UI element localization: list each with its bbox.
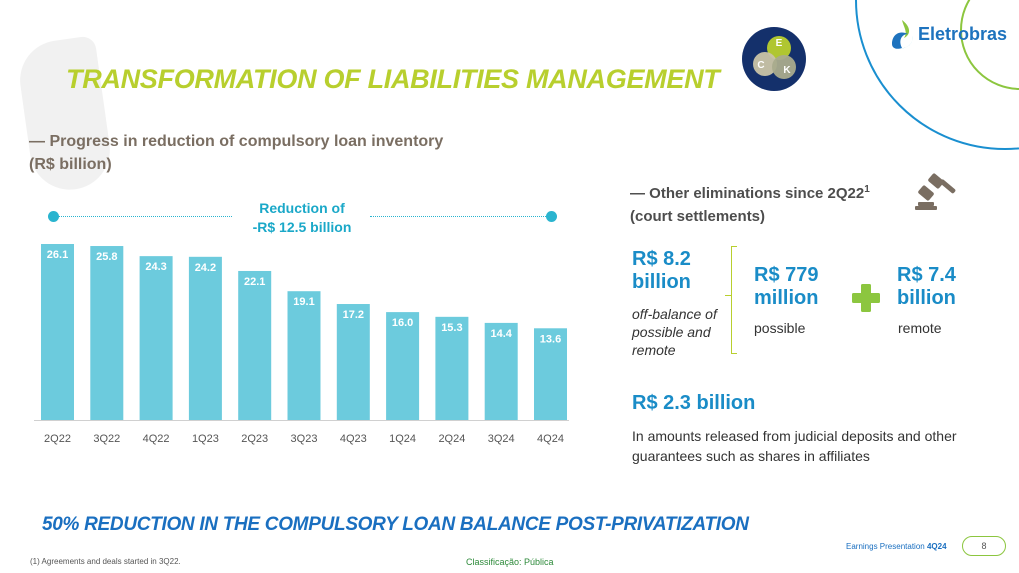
x-tick-2Q22: 2Q22 — [44, 433, 71, 445]
data-label-4Q24: 13.6 — [539, 333, 562, 346]
data-label-3Q23: 19.1 — [293, 296, 315, 309]
footer-presentation-text: Earnings Presentation — [846, 542, 925, 551]
data-label-2Q24: 15.3 — [441, 321, 463, 334]
data-label-1Q23: 24.2 — [194, 261, 217, 274]
reduction-line-right — [370, 216, 550, 217]
data-label-1Q24: 16.0 — [391, 317, 414, 330]
conclusion-headline: 50% REDUCTION IN THE COMPULSORY LOAN BALANCE POST-PRIVATIZATION — [42, 514, 749, 535]
off-balance-value-line1: R$ 8.2 — [632, 248, 691, 270]
x-tick-3Q22: 3Q22 — [93, 433, 121, 445]
off-balance-value — [632, 248, 691, 294]
remote-value-line2: billion — [897, 287, 956, 309]
x-tick-1Q23: 1Q23 — [191, 433, 219, 445]
cek-letter-k: K — [783, 65, 791, 76]
bracket-divider — [731, 246, 737, 354]
data-label-2Q23: 22.1 — [243, 275, 266, 288]
bar-3Q23 — [288, 291, 321, 420]
footnote: (1) Agreements and deals started in 3Q22. — [30, 557, 181, 566]
remote-label: remote — [898, 320, 942, 336]
x-tick-3Q23: 3Q23 — [290, 433, 318, 445]
eletrobras-logo — [888, 18, 1008, 52]
other-title-line2: (court settlements) — [630, 208, 766, 225]
plus-icon — [850, 282, 882, 314]
x-tick-2Q24: 2Q24 — [438, 433, 466, 445]
x-tick-4Q22: 4Q22 — [142, 433, 170, 445]
reduction-label-line1: Reduction of — [259, 200, 345, 216]
off-balance-value-line2: billion — [632, 271, 691, 293]
footer-period: 4Q24 — [926, 542, 947, 551]
other-title-line1: — Other eliminations since 2Q22 — [630, 185, 865, 202]
compulsory-loan-bar-chart — [30, 238, 575, 458]
slide-title: TRANSFORMATION OF LIABILITIES MANAGEMENT — [66, 64, 720, 94]
off-balance-description: off-balance of possible and remote — [632, 306, 717, 358]
cek-letter-e: E — [775, 38, 783, 49]
classification-label: Classificação: Pública — [466, 557, 554, 567]
possible-value — [754, 264, 819, 310]
footnote-marker: 1 — [864, 184, 870, 195]
eletrobras-wordmark: Eletrobras — [918, 24, 1008, 44]
reduction-line-left — [56, 216, 232, 217]
page-number: 8 — [962, 536, 1006, 556]
bar-2Q22 — [41, 244, 74, 420]
remote-value-line1: R$ 7.4 — [897, 264, 956, 286]
bar-4Q23 — [337, 304, 370, 420]
x-tick-4Q23: 4Q23 — [339, 433, 367, 445]
possible-value-line2: million — [754, 287, 819, 309]
chart-subtitle-text: — Progress in reduction of compulsory loan inventory — [29, 133, 444, 150]
data-label-3Q22: 25.8 — [96, 251, 118, 264]
cek-letter-c: C — [757, 60, 765, 71]
possible-value-line1: R$ 779 — [754, 264, 819, 286]
bar-1Q23 — [189, 257, 222, 420]
cek-logo-icon — [741, 26, 807, 92]
reduction-callout — [48, 196, 568, 240]
data-label-4Q23: 17.2 — [342, 309, 365, 322]
released-description: In amounts released from judicial deposits and other guarantees such as shares in affiliates — [632, 428, 957, 464]
possible-label: possible — [754, 320, 806, 336]
chart-subtitle — [29, 130, 443, 176]
x-tick-4Q24: 4Q24 — [537, 433, 564, 445]
eletrobras-logo-icon — [888, 18, 916, 52]
data-label-2Q22: 26.1 — [46, 249, 69, 261]
reduction-label — [238, 199, 366, 237]
gavel-icon — [913, 172, 959, 216]
footer-presentation — [846, 542, 947, 551]
data-label-4Q22: 24.3 — [145, 261, 167, 274]
bar-2Q23 — [238, 271, 271, 420]
reduction-dot-right — [546, 211, 557, 222]
reduction-label-line2: -R$ 12.5 billion — [252, 219, 352, 235]
released-amount: R$ 2.3 billion — [632, 392, 756, 414]
remote-value — [897, 264, 956, 310]
x-tick-2Q23: 2Q23 — [241, 433, 269, 445]
data-label-3Q24: 14.4 — [490, 327, 512, 340]
x-tick-3Q24: 3Q24 — [487, 433, 515, 445]
bar-4Q22 — [140, 256, 173, 420]
other-eliminations-title — [630, 178, 870, 228]
bar-3Q22 — [90, 246, 123, 420]
chart-unit: (R$ billion) — [29, 156, 112, 173]
x-tick-1Q24: 1Q24 — [389, 433, 417, 445]
